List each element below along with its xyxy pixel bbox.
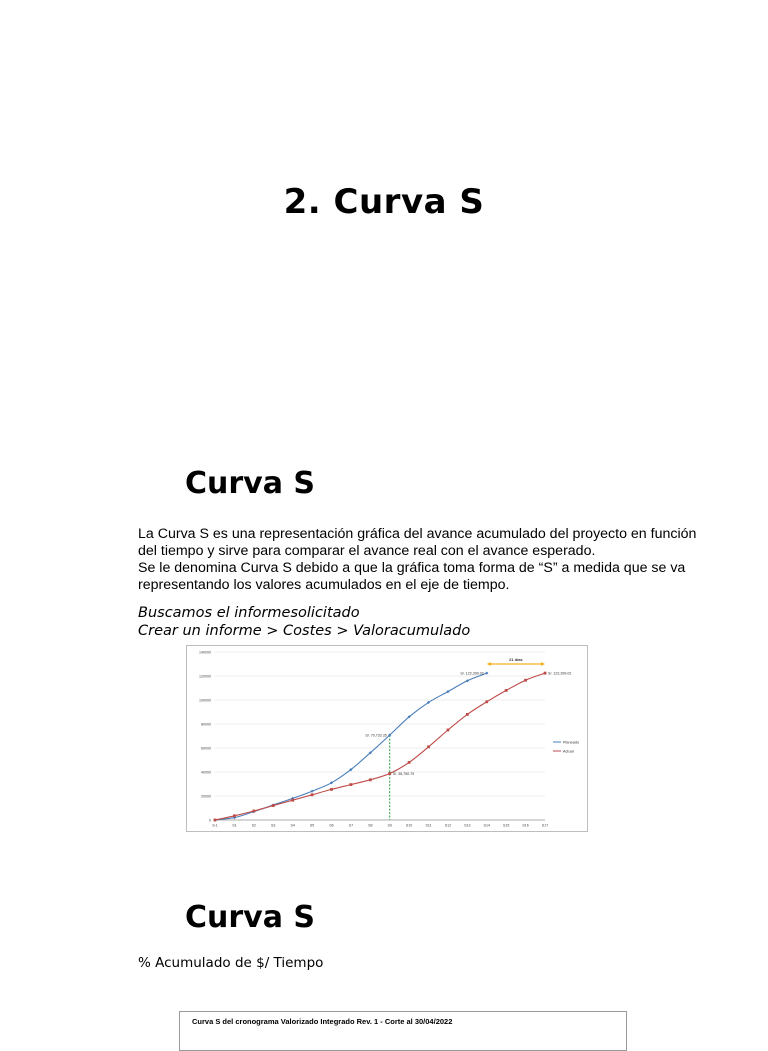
x-tick-label: S11 (425, 823, 432, 828)
x-tick-label: S5 (309, 823, 315, 828)
chart-caption: % Acumulado de $/ Tiempo (138, 955, 324, 971)
data-point-actual (214, 819, 217, 822)
x-tick-label: S-1 (212, 823, 218, 828)
data-label: S/. 70,733.35 (365, 733, 387, 738)
data-point-actual (524, 679, 527, 682)
y-tick-label: 60000 (201, 746, 211, 751)
schedule-table-frame (179, 1011, 627, 1051)
slide-title-curva-s-section: 2. Curva S (283, 182, 485, 222)
data-point-actual (388, 772, 391, 775)
data-point-actual (427, 745, 430, 748)
instruction-create-report: Crear un informe > Costes > Valoracumulado (138, 623, 471, 639)
series-line-actual (215, 673, 545, 820)
y-tick-label: 20000 (201, 794, 211, 799)
y-tick-label: 140000 (199, 650, 211, 655)
data-point-actual (447, 729, 450, 732)
chart-svg (187, 646, 587, 831)
x-tick-label: S15 (502, 823, 510, 828)
description-line: La Curva S es una representación gráfica del avance acumulado del proyecto en función (138, 526, 697, 542)
description-line: del tiempo y sirve para comparar el avance real con el avance esperado. (138, 543, 596, 559)
data-point-actual (485, 700, 488, 703)
y-tick-label: 0 (209, 818, 211, 823)
x-tick-label: S1 (232, 823, 237, 828)
x-tick-label: S6 (329, 823, 334, 828)
series-line-planeado (215, 673, 487, 820)
y-tick-label: 40000 (201, 770, 211, 775)
instruction-search-report: Buscamos el informesolicitado (138, 605, 360, 621)
x-tick-label: S16 (522, 823, 529, 828)
delay-arrow-head-left (487, 662, 491, 666)
data-label: S/. 122,399.02 (460, 671, 484, 676)
data-point-actual (252, 810, 255, 813)
x-tick-label: S4 (290, 823, 295, 828)
x-tick-label: S2 (251, 823, 257, 828)
legend-label: Actual (563, 749, 574, 754)
data-point-planeado (485, 672, 488, 675)
description-line: representando los valores acumulados en el eje de tiempo. (138, 577, 510, 593)
data-point-actual (466, 713, 469, 716)
x-tick-label: S17 (541, 823, 549, 828)
curva-s-chart (186, 645, 588, 832)
y-tick-label: 100000 (199, 698, 211, 703)
y-tick-label: 120000 (199, 674, 211, 679)
description-line: Se le denomina Curva S debido a que la gráfica toma forma de “S” a medida que se va (138, 560, 686, 576)
data-point-actual (272, 804, 275, 807)
data-point-actual (544, 672, 547, 675)
data-label: S/. 122,399.02 (548, 671, 572, 676)
x-tick-label: S7 (348, 823, 354, 828)
x-tick-label: S3 (271, 823, 276, 828)
x-tick-label: S14 (483, 823, 490, 828)
y-tick-label: 80000 (201, 722, 211, 727)
delay-label: 21 días (509, 657, 523, 662)
x-tick-label: S13 (464, 823, 471, 828)
legend-label: Planeado (563, 740, 580, 745)
data-label: S/. 38,750.79 (392, 771, 415, 776)
data-point-actual (408, 761, 411, 764)
x-tick-label: S10 (405, 823, 413, 828)
data-point-actual (291, 799, 294, 802)
x-tick-label: S8 (368, 823, 373, 828)
data-point-actual (369, 778, 372, 781)
curva-s-description (138, 526, 716, 594)
x-tick-label: S12 (444, 823, 452, 828)
delay-arrow-head-right (541, 662, 545, 666)
data-point-actual (311, 793, 314, 796)
data-point-actual (349, 783, 352, 786)
table-title: Curva S del cronograma Valorizado Integrado Rev. 1 - Corte al 30/04/2022 (192, 1017, 453, 1026)
slide-heading-curva-s: Curva S (185, 466, 316, 501)
data-point-actual (330, 788, 333, 791)
data-point-planeado (310, 790, 313, 793)
data-point-actual (233, 814, 236, 817)
slide-heading-curva-s-2: Curva S (185, 900, 316, 935)
x-tick-label: S9 (387, 823, 392, 828)
data-point-actual (505, 689, 508, 692)
